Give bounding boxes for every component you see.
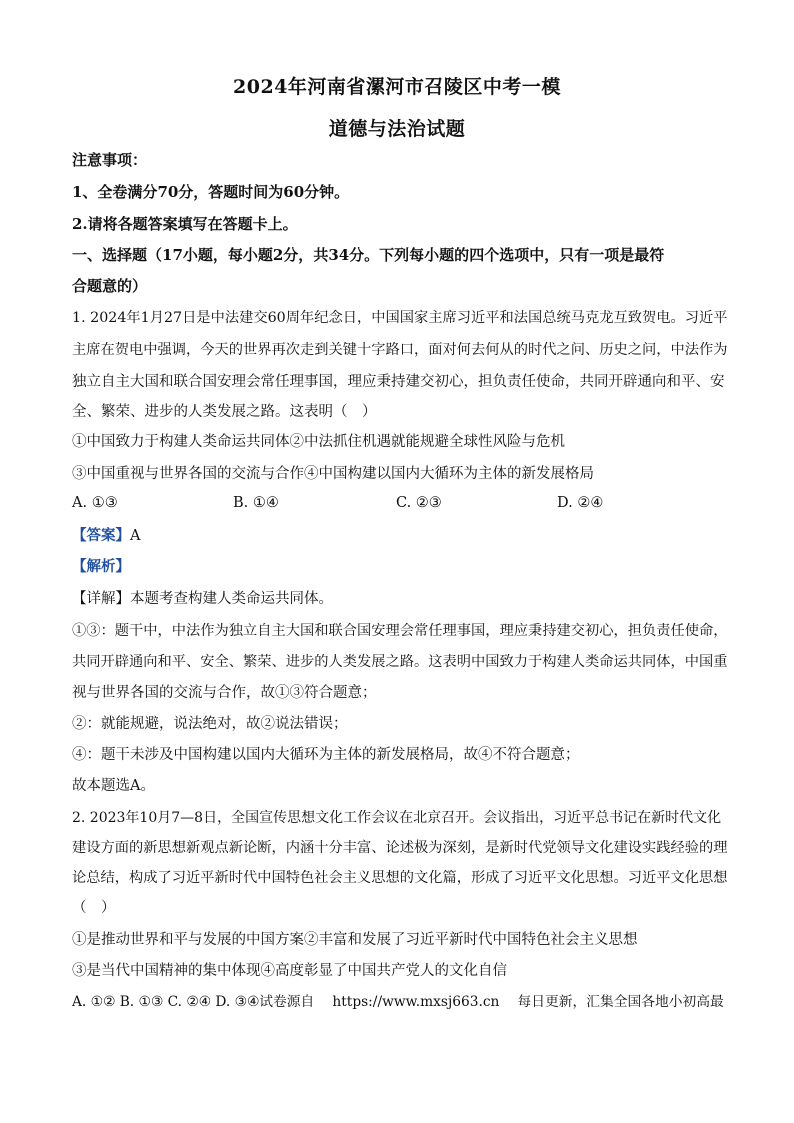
q1-option-d: D. ②④ bbox=[557, 495, 604, 511]
q1-choice-line-1: ①中国致力于构建人类命运共同体②中法抓住机遇就能规避全球性风险与危机 bbox=[72, 434, 565, 450]
q1-option-a: A. ①③ bbox=[72, 495, 118, 511]
q1-analysis-line bbox=[72, 557, 732, 577]
q1-explanation-line-4: ②：就能规避，说法绝对，故②说法错误； bbox=[72, 716, 348, 732]
q1-explanation-line-6: 故本题选A。 bbox=[72, 778, 155, 794]
answer-tag: 【答案】 bbox=[72, 527, 130, 544]
q1-explanation-line-5: ④：题干未涉及中国构建以国内大循环为主体的新发展格局，故④不符合题意； bbox=[72, 747, 580, 763]
detail-text: 本题考查构建人类命运共同体。 bbox=[130, 591, 333, 607]
document-subtitle: 道德与法治试题 bbox=[328, 118, 466, 140]
q2-stem-line-3: 论总结，构成了习近平新时代中国特色社会主义思想的文化篇，形成了习近平文化思想。习近平文化思想 bbox=[72, 870, 728, 886]
analysis-tag: 【解析】 bbox=[72, 558, 130, 575]
q1-explanation-line-3: 视与世界各国的交流与合作，故①③符合题意； bbox=[72, 685, 377, 701]
notes-heading: 注意事项： bbox=[72, 151, 148, 169]
q1-stem-line-3: 独立自主大国和联合国安理会常任理事国，理应秉持建交初心，担负责任使命，共同开辟通向和平、安 bbox=[72, 374, 725, 390]
q1-stem-line-1: 1. 2024年1月27日是中法建交60周年纪念日，中国国家主席习近平和法国总统马克龙互致贺电。习近平 bbox=[72, 310, 728, 326]
q1-detail-line bbox=[72, 589, 732, 609]
q1-explanation-line-1: ①③：题干中，中法作为独立自主大国和联合国安理会常任理事国，理应秉持建交初心，担负责任使命， bbox=[72, 623, 728, 639]
notes-item-1: 1、全卷满分70分，答题时间为60分钟。 bbox=[72, 183, 350, 201]
q1-explanation-line-2: 共同开辟通向和平、安全、繁荣、进步的人类发展之路。这表明中国致力于构建人类命运共同体，中国重 bbox=[72, 654, 728, 670]
q1-stem-line-4: 全、繁荣、进步的人类发展之路。这表明（ ） bbox=[72, 404, 377, 420]
section-heading-line-2: 合题意的） bbox=[72, 277, 148, 295]
q1-option-c: C. ②③ bbox=[396, 495, 442, 511]
section-heading-line-1: 一、选择题（17小题，每小题2分，共34分。下列每小题的四个选项中，只有一项是最符 bbox=[72, 246, 665, 264]
detail-tag: 【详解】 bbox=[72, 591, 130, 607]
q2-stem-line-1: 2. 2023年10月7—8日，全国宣传思想文化工作会议在北京召开。会议指出，习近平总书记在新时代文化 bbox=[72, 810, 722, 826]
notes-item-2: 2.请将各题答案填写在答题卡上。 bbox=[72, 215, 298, 233]
q1-choice-line-2: ③中国重视与世界各国的交流与合作④中国构建以国内大循环为主体的新发展格局 bbox=[72, 466, 594, 482]
q2-choice-line-2: ③是当代中国精神的集中体现④高度彰显了中国共产党人的文化自信 bbox=[72, 963, 507, 979]
q1-option-b: B. ①④ bbox=[233, 495, 279, 511]
q2-stem-line-4: （ ） bbox=[72, 900, 116, 916]
q1-answer-line bbox=[72, 526, 732, 546]
q1-stem-line-2: 主席在贺电中强调，今天的世界再次走到关键十字路口，面对何去何从的时代之问、历史之问，中法作为 bbox=[72, 342, 728, 358]
q2-stem-line-2: 建设方面的新思想新观点新论断，内涵十分丰富、论述极为深刻，是新时代党领导文化建设实践经验的理 bbox=[72, 840, 728, 856]
answer-value: A bbox=[130, 528, 141, 544]
document-title: 2024年河南省漯河市召陵区中考一模 bbox=[233, 76, 561, 98]
q2-choice-line-1: ①是推动世界和平与发展的中国方案②丰富和发展了习近平新时代中国特色社会主义思想 bbox=[72, 932, 638, 948]
q2-options-line: A. ①② B. ①③ C. ②④ D. ③④试卷源自 https://www.mxsj663.cn 每日更新，汇集全国各地小初高最 bbox=[72, 994, 724, 1010]
